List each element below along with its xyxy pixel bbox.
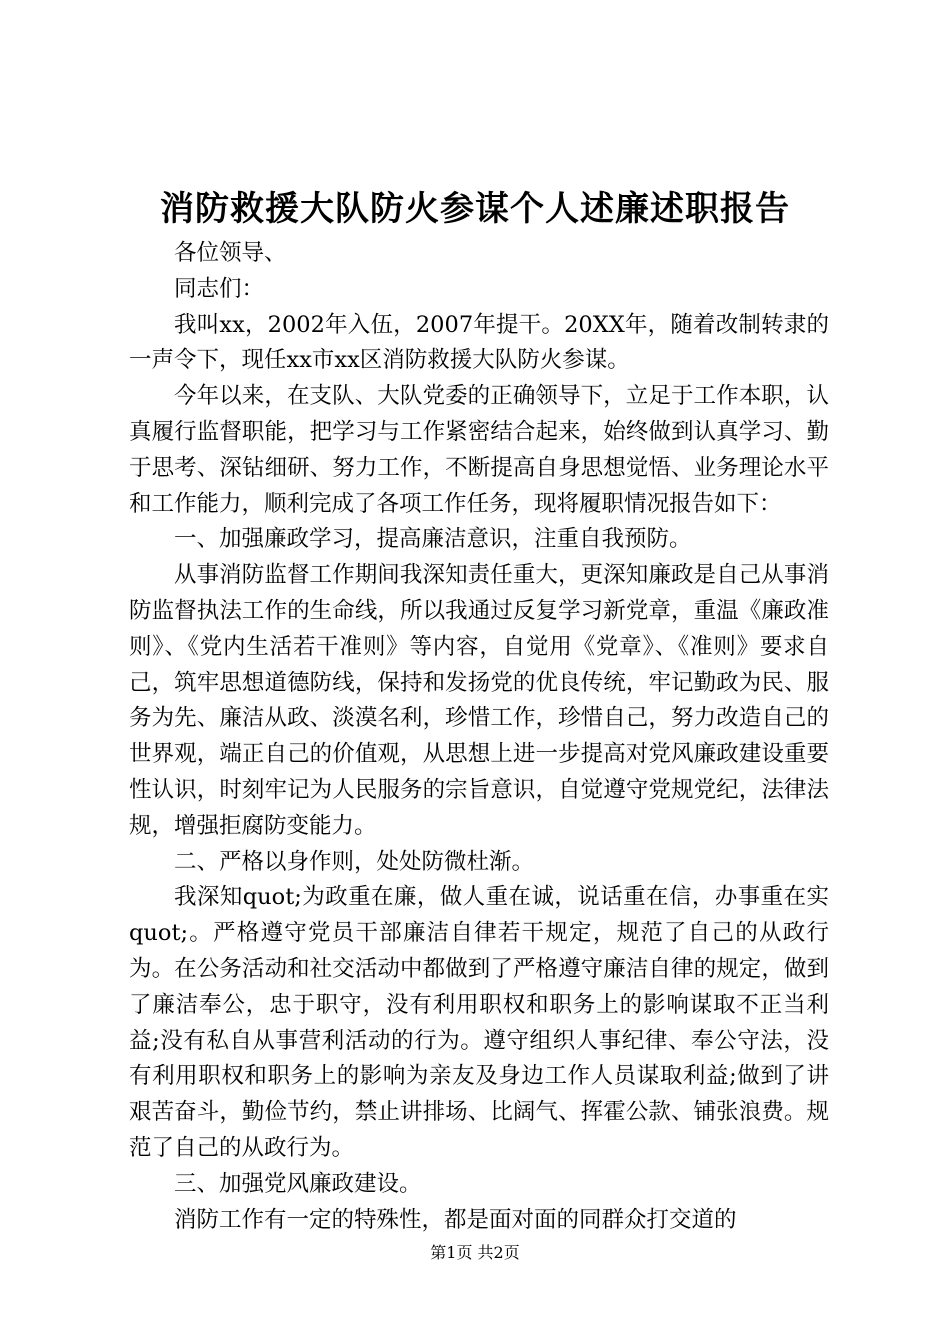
- section-heading: 二、严格以身作则，处处防微杜渐。: [174, 848, 535, 875]
- salutation-line: 同志们：: [174, 275, 265, 302]
- body-paragraph: 消防工作有一定的特殊性，都是面对面的同群众打交道的: [174, 1206, 737, 1233]
- section-heading: 三、加强党风廉政建设。: [174, 1170, 422, 1197]
- section-heading: 一、加强廉政学习，提高廉洁意识，注重自我预防。: [174, 526, 692, 553]
- document-title: 消防救援大队防火参谋个人述廉述职报告: [160, 189, 790, 229]
- document-body: [129, 236, 829, 1238]
- page-footer: 第1页 共2页: [430, 1243, 520, 1262]
- body-paragraph: 我叫xx，2002年入伍，2007年提干。20XX年，随着改制转隶的一声令下，现任xx市xx区消防救援大队防火参谋。: [129, 311, 829, 374]
- salutation-line: 各位领导、: [174, 240, 287, 266]
- body-paragraph: 从事消防监督工作期间我深知责任重大，更深知廉政是自己从事消防监督执法工作的生命线，所以我通过反复学习新党章，重温《廉政准则》、《党内生活若干准则》等内容，自觉用《党章》、《准则》要求自己，筑牢思想道德防线，保持和发扬党的优良传统，牢记勤政为民、服务为先、廉洁从政、淡漠名利，珍惜工作，珍惜自己，努力改造自己的世界观，端正自己的价值观，从思想上进一步提高对党风廉政建设重要性认识，时刻牢记为人民服务的宗旨意识，自觉遵守党规党纪，法律法规，增强拒腐防变能力。: [129, 562, 829, 839]
- body-paragraph: 我深知quot;为政重在廉，做人重在诚，说话重在信，办事重在实quot;。严格遵守党员干部廉洁自律若干规定，规范了自己的从政行为。在公务活动和社交活动中都做到了严格遵守廉洁自律的规定，做到了廉洁奉公，忠于职守，没有利用职权和职务上的影响谋取不正当利益;没有私自从事营利活动的行为。遵守组织人事纪律、奉公守法，没有利用职权和职务上的影响为亲友及身边工作人员谋取利益;做到了讲艰苦奋斗，勤俭节约，禁止讲排场、比阔气、挥霍公款、铺张浪费。规范了自己的从政行为。: [129, 884, 829, 1161]
- body-paragraph: 今年以来，在支队、大队党委的正确领导下，立足于工作本职，认真履行监督职能，把学习与工作紧密结合起来，始终做到认真学习、勤于思考、深钻细研、努力工作，不断提高自身思想觉悟、业务理论水平和工作能力，顺利完成了各项工作任务，现将履职情况报告如下：: [129, 383, 829, 517]
